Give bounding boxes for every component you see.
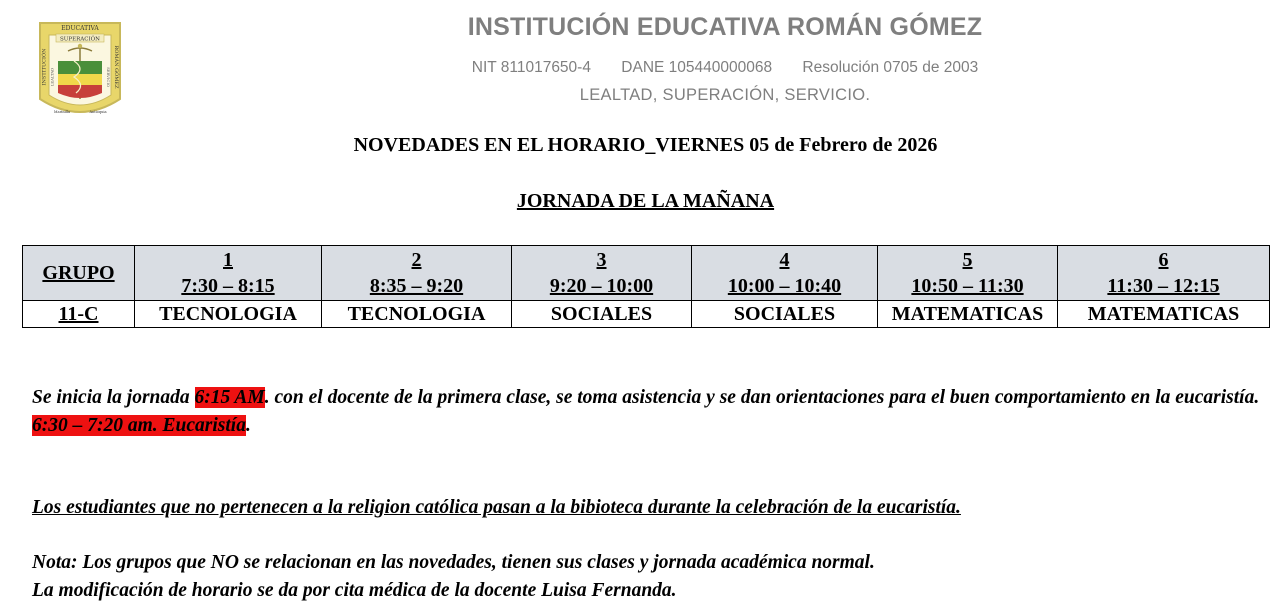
period-time: 7:30 – 8:15	[181, 275, 275, 297]
period-time: 10:50 – 11:30	[911, 275, 1024, 297]
group-name: 11-C	[58, 302, 99, 325]
institution-name: INSTITUCIÓN EDUCATIVA ROMÁN GÓMEZ	[467, 13, 983, 41]
crest-right-text: ROMÁN GÓMEZ	[113, 45, 119, 89]
period-number: 5	[962, 249, 973, 271]
note-groups: Nota: Los grupos que NO se relacionan en las novedades, tienen sus clases y jornada académica normal.	[32, 552, 875, 573]
period-time: 11:30 – 12:15	[1107, 275, 1220, 297]
group-cell	[23, 301, 135, 328]
period-number: 1	[223, 249, 233, 271]
schedule-row	[23, 301, 1270, 328]
schedule-header-row	[23, 246, 1270, 301]
period-header-cell	[512, 246, 692, 301]
subject-cell: SOCIALES	[512, 301, 692, 328]
crest-top-text: EDUCATIVA	[61, 25, 99, 32]
dane-number: DANE 105440000068	[621, 59, 773, 76]
crest-inner-left-text: LEALTAD	[49, 67, 55, 87]
crest-inner-right-text: SERVICIO	[106, 67, 111, 87]
group-header-cell	[23, 246, 135, 301]
eucharist-end: .	[245, 414, 251, 436]
institution-ids	[400, 59, 1050, 77]
document-subtitle: JORNADA DE LA MAÑANA	[516, 190, 775, 212]
subject-cell: TECNOLOGIA	[322, 301, 512, 328]
period-number: 4	[779, 249, 790, 271]
crest-left-text: INSTITUCIÓN	[41, 48, 48, 86]
start-note	[32, 384, 1268, 439]
period-header-cell	[135, 246, 322, 301]
school-crest-logo	[38, 21, 122, 123]
crest-banner-text: SUPERACIÓN	[60, 36, 100, 43]
period-header-cell	[322, 246, 512, 301]
period-header-cell	[878, 246, 1058, 301]
group-header: GRUPO	[42, 262, 115, 284]
library-note: Los estudiantes que no pertenecen a la religion católica pasan a la bibioteca durante la celebración de la eucaristía.	[32, 497, 961, 518]
eucharist-highlight: 6:30 – 7:20 am. Eucaristía	[32, 414, 246, 436]
period-number: 6	[1158, 249, 1169, 271]
schedule-table	[22, 245, 1270, 328]
resolution-number: Resolución 0705 de 2003	[802, 59, 979, 76]
closing-notes	[32, 549, 1268, 604]
institution-motto: LEALTAD, SUPERACIÓN, SERVICIO.	[579, 86, 871, 104]
crest-bottom-left-text: Marinilla	[53, 110, 71, 114]
note-reason: La modificación de horario se da por cita médica de la docente Luisa Fernanda.	[32, 579, 677, 601]
start-note-suffix: . con el docente de la primera clase, se toma asistencia y se dan orientaciones para el buen comportamiento en la eucaristía.	[264, 387, 1260, 408]
subject-cell: MATEMATICAS	[1058, 301, 1270, 328]
subject-cell: MATEMATICAS	[878, 301, 1058, 328]
subject-cell: SOCIALES	[692, 301, 878, 328]
document-title: NOVEDADES EN EL HORARIO_VIERNES 05 de Febrero de 2026	[353, 134, 938, 156]
period-number: 3	[596, 249, 607, 271]
subject-cell: TECNOLOGIA	[135, 301, 322, 328]
period-time: 9:20 – 10:00	[549, 275, 654, 297]
period-header-cell	[692, 246, 878, 301]
crest-bottom-right-text: Antioquia	[89, 110, 107, 114]
period-time: 8:35 – 9:20	[369, 275, 464, 297]
period-number: 2	[411, 249, 422, 271]
start-note-prefix: Se inicia la jornada	[32, 387, 195, 408]
period-header-cell	[1058, 246, 1270, 301]
period-time: 10:00 – 10:40	[727, 275, 842, 297]
nit-number: NIT 811017650-4	[471, 59, 591, 76]
start-time-highlight: 6:15 AM	[194, 387, 265, 408]
